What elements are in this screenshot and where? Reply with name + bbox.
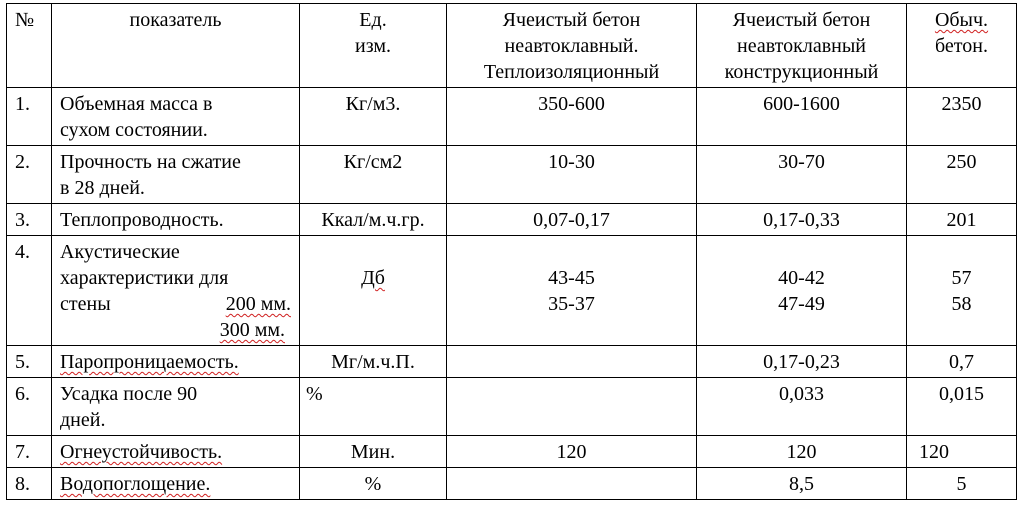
- row-name-line2: дней.: [60, 409, 106, 431]
- row-value-ordinary: 120: [907, 436, 1017, 468]
- table-row: [7, 468, 1017, 500]
- row-name: [52, 436, 300, 468]
- row-value-insulating: 0,07-0,17: [447, 204, 697, 236]
- header-col1-line2: неавтоклавный.: [504, 35, 639, 57]
- row-value-structural: 120: [697, 436, 907, 468]
- header-unit-line2: изм.: [355, 35, 391, 57]
- row-unit: Кг/м3.: [300, 88, 447, 146]
- row-value-300mm: 47-49: [778, 293, 825, 315]
- row-unit: %: [300, 378, 447, 436]
- row-unit: Ккал/м.ч.гр.: [300, 204, 447, 236]
- header-col3-line1: Обыч.: [934, 9, 989, 31]
- row-name-text: Паропроницаемость.: [60, 351, 239, 373]
- row-value-ordinary: 2350: [907, 88, 1017, 146]
- row-name: [52, 236, 300, 346]
- row-name-line2: в 28 дней.: [60, 177, 145, 199]
- row-unit: [300, 236, 447, 346]
- row-value-structural: [697, 236, 907, 346]
- table-row: [7, 346, 1017, 378]
- row-value-structural: 0,17-0,33: [697, 204, 907, 236]
- row-value-ordinary: [907, 236, 1017, 346]
- header-col1-line1: Ячеистый бетон: [502, 9, 641, 31]
- row-unit: Мин.: [300, 436, 447, 468]
- row-value-structural: 8,5: [697, 468, 907, 500]
- table-header-row: [7, 4, 1017, 88]
- row-value-structural: 0,17-0,23: [697, 346, 907, 378]
- header-number: №: [7, 4, 52, 88]
- row-name-wall: стены: [60, 293, 111, 315]
- row-number: 5.: [7, 346, 52, 378]
- row-value-insulating: 120: [447, 436, 697, 468]
- table-row: [7, 204, 1017, 236]
- row-name-line4-wrap: [60, 317, 291, 343]
- row-unit-text: Дб: [361, 267, 385, 289]
- row-unit: %: [300, 468, 447, 500]
- header-col2-line2: неавтоклавный: [737, 35, 866, 57]
- header-unit: [300, 4, 447, 88]
- header-col1-line3: Теплоизоляционный: [483, 61, 660, 83]
- header-col-insulating: [447, 4, 697, 88]
- row-name-text: Огнеустойчивость.: [60, 441, 223, 463]
- row-number: 2.: [7, 146, 52, 204]
- row-number: 1.: [7, 88, 52, 146]
- table-row: [7, 378, 1017, 436]
- row-value-insulating: [447, 468, 697, 500]
- row-number: 6.: [7, 378, 52, 436]
- row-name: [52, 468, 300, 500]
- row-value-300mm: 58: [951, 293, 972, 315]
- row-name-300mm: 300 мм.: [219, 319, 285, 341]
- row-value-300mm: 35-37: [548, 293, 595, 315]
- row-name-line1: Акустические: [60, 241, 180, 263]
- row-value-structural: 600-1600: [697, 88, 907, 146]
- row-number: 7.: [7, 436, 52, 468]
- row-name-line3: [60, 291, 291, 317]
- row-value-structural: 30-70: [697, 146, 907, 204]
- row-name-line2: сухом состоянии.: [60, 119, 208, 141]
- header-indicator: показатель: [52, 4, 300, 88]
- row-value-200mm: 57: [951, 267, 972, 289]
- row-value-insulating: 350-600: [447, 88, 697, 146]
- row-value-insulating: [447, 236, 697, 346]
- row-name: [52, 146, 300, 204]
- table-row: [7, 146, 1017, 204]
- row-unit: Кг/см2: [300, 146, 447, 204]
- row-number: 8.: [7, 468, 52, 500]
- table-row: [7, 236, 1017, 346]
- row-value-insulating: [447, 346, 697, 378]
- row-value-insulating: [447, 378, 697, 436]
- row-value-ordinary: 5: [907, 468, 1017, 500]
- header-col2-line3: конструкционный: [724, 61, 879, 83]
- row-name-line1: Усадка после 90: [60, 383, 198, 405]
- header-col-ordinary: [907, 4, 1017, 88]
- row-number: 3.: [7, 204, 52, 236]
- header-col3-line2: бетон.: [935, 35, 988, 57]
- row-unit: Мг/м.ч.П.: [300, 346, 447, 378]
- row-value-ordinary: 0,7: [907, 346, 1017, 378]
- row-value-200mm: 40-42: [778, 267, 825, 289]
- row-name-line2: характеристики для: [60, 267, 229, 289]
- row-name-line1: Прочность на сжатие: [60, 151, 241, 173]
- header-col-structural: [697, 4, 907, 88]
- properties-table: [6, 3, 1017, 500]
- row-name: [52, 378, 300, 436]
- row-number: 4.: [7, 236, 52, 346]
- row-value-ordinary: 201: [907, 204, 1017, 236]
- row-value-structural: 0,033: [697, 378, 907, 436]
- row-name-line1: Объемная масса в: [60, 93, 213, 115]
- row-value-200mm: 43-45: [548, 267, 595, 289]
- row-value-ordinary: 250: [907, 146, 1017, 204]
- row-value-insulating: 10-30: [447, 146, 697, 204]
- table-row: [7, 436, 1017, 468]
- header-col2-line1: Ячеистый бетон: [732, 9, 871, 31]
- table-row: [7, 88, 1017, 146]
- header-unit-line1: Ед.: [359, 9, 387, 31]
- row-name-text: Водопоглощение.: [60, 473, 211, 495]
- row-value-ordinary: 0,015: [907, 378, 1017, 436]
- row-name: [52, 88, 300, 146]
- row-name: Теплопроводность.: [52, 204, 300, 236]
- row-name: [52, 346, 300, 378]
- document-page: [6, 3, 1016, 500]
- row-name-200mm: 200 мм.: [225, 293, 291, 315]
